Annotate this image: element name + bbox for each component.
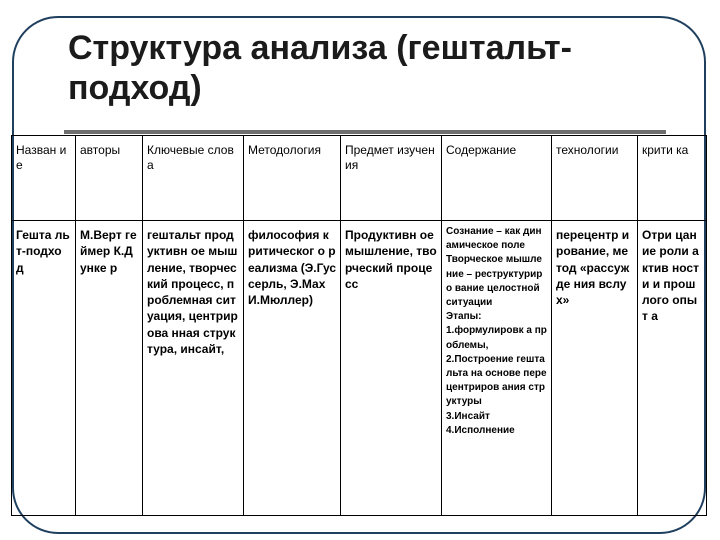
content-line: Этапы:: [446, 311, 482, 323]
content-line: 4.Исполнение: [446, 424, 515, 436]
title-line-1: Структура анализа (гештальт-: [68, 29, 572, 67]
header-cell-keywords: Ключевые слова: [143, 136, 244, 221]
cell-methodology: философия критическог о реализма (Э.Гуссерль, Э.Мах И.Мюллер): [244, 221, 341, 516]
header-cell-authors: авторы: [76, 136, 143, 221]
cell-subject: Продуктивн ое мышление, творческий процесс: [341, 221, 442, 516]
title-line-2: подход): [68, 69, 202, 107]
cell-technologies: перецентр ирование, метод «рассужде ния вслух»: [552, 221, 638, 516]
header-cell-methodology: Методология: [244, 136, 341, 221]
content-line: Сознание – как динамическое поле: [446, 226, 542, 252]
table-header-row: [12, 136, 707, 221]
cell-authors: М.Верт геймер К.Дунке р: [76, 221, 143, 516]
table-row: [12, 221, 707, 516]
header-cell-technologies: технологии: [552, 136, 638, 221]
header-cell-name: Назван ие: [12, 136, 76, 221]
cell-name: Гешта льт-подхо д: [12, 221, 76, 516]
header-cell-content: Содержание: [442, 136, 552, 221]
header-cell-subject: Предмет изучения: [341, 136, 442, 221]
analysis-table: [11, 135, 707, 516]
cell-content: [442, 221, 552, 516]
content-line: 2.Построение гештальта на основе перецентриров ания структуры: [446, 353, 547, 408]
content-line: 3.Инсайт: [446, 410, 490, 422]
content-line: 1.формулировк а проблемы,: [446, 325, 547, 351]
content-line: Творческое мышление – реструктуриро вание целостной ситуации: [446, 254, 543, 309]
cell-critique: Отри цание роли актив ности и прош лого опыт а: [638, 221, 707, 516]
slide-title: [68, 28, 628, 108]
header-cell-critique: крити ка: [638, 136, 707, 221]
title-divider: [64, 130, 666, 134]
cell-keywords: гештальт продуктивн ое мышление, творческий процесс, проблемная ситуация, центрирова нная структура, инсайт,: [143, 221, 244, 516]
